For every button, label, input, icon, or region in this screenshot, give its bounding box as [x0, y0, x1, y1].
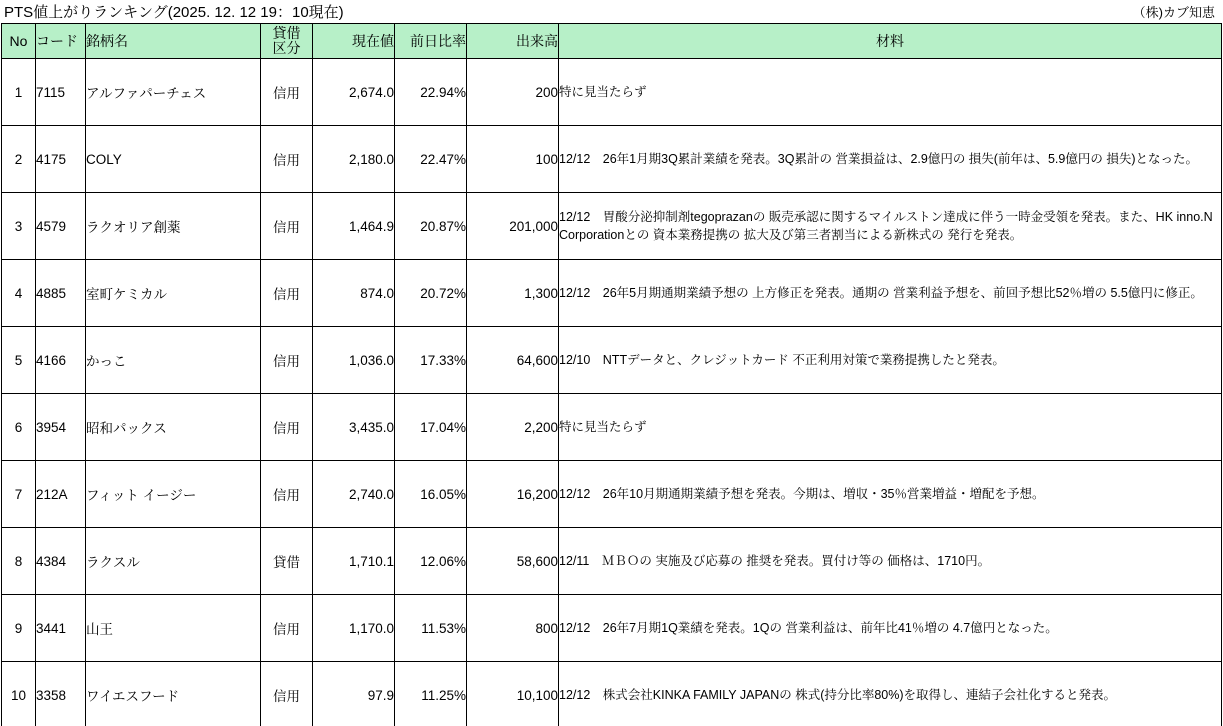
cell-news-note: [559, 59, 1222, 126]
cell-change-ratio: 17.04%: [395, 394, 467, 461]
cell-current-price: 97.9: [313, 662, 395, 726]
cell-news-note: [559, 126, 1222, 193]
cell-stock-name: かっこ: [86, 327, 261, 394]
cell-stock-code: 3441: [36, 595, 86, 662]
cell-stock-code: 4175: [36, 126, 86, 193]
cell-margin-class: 信用: [261, 193, 313, 260]
column-header-margin-class: [261, 24, 313, 59]
news-note-text: 12/12 株式会社KINKA FAMILY JAPANの 株式(持分比率80%)を取得し、連結子会社化すると発表。: [559, 687, 1117, 702]
table-row[interactable]: [2, 595, 1222, 662]
cell-stock-name: フィット イージー: [86, 461, 261, 528]
news-note-text: 特に見当たらず: [559, 419, 647, 434]
news-note-text: 特に見当たらず: [559, 84, 647, 99]
table-row[interactable]: [2, 461, 1222, 528]
cell-change-ratio: 20.72%: [395, 260, 467, 327]
news-note-text: 12/10 NTTデータと、クレジットカード 不正利用対策で業務提携したと発表。: [559, 352, 1005, 367]
cell-stock-code: 4579: [36, 193, 86, 260]
cell-stock-name: ラクオリア創薬: [86, 193, 261, 260]
column-header-no: No: [2, 24, 36, 59]
column-header-price: 現在値: [313, 24, 395, 59]
cell-stock-code: 212A: [36, 461, 86, 528]
column-header-name: 銘柄名: [86, 24, 261, 59]
cell-rank-no: 4: [2, 260, 36, 327]
cell-change-ratio: 22.94%: [395, 59, 467, 126]
table-row[interactable]: [2, 126, 1222, 193]
cell-change-ratio: 16.05%: [395, 461, 467, 528]
cell-rank-no: 3: [2, 193, 36, 260]
cell-rank-no: 6: [2, 394, 36, 461]
cell-margin-class: 信用: [261, 662, 313, 726]
news-note-text: 12/12 26年1月期3Q累計業績を発表。3Q累計の 営業損益は、2.9億円の 損失(前年は、5.9億円の 損失)となった。: [559, 151, 1198, 166]
cell-current-price: 2,180.0: [313, 126, 395, 193]
cell-margin-class: 信用: [261, 394, 313, 461]
cell-current-price: 1,464.9: [313, 193, 395, 260]
cell-stock-name: 昭和パックス: [86, 394, 261, 461]
table-row[interactable]: [2, 193, 1222, 260]
cell-rank-no: 7: [2, 461, 36, 528]
column-header-code: コード: [36, 24, 86, 59]
cell-volume: 58,600: [467, 528, 559, 595]
cell-stock-code: 3954: [36, 394, 86, 461]
cell-volume: 100: [467, 126, 559, 193]
cell-margin-class: 信用: [261, 59, 313, 126]
cell-stock-name: ワイエスフード: [86, 662, 261, 726]
cell-news-note: [559, 662, 1222, 726]
column-header-margin-line1: 貸借: [272, 25, 301, 42]
cell-stock-code: 4166: [36, 327, 86, 394]
cell-rank-no: 5: [2, 327, 36, 394]
cell-margin-class: 信用: [261, 595, 313, 662]
cell-volume: 201,000: [467, 193, 559, 260]
cell-stock-name: ラクスル: [86, 528, 261, 595]
cell-rank-no: 10: [2, 662, 36, 726]
cell-change-ratio: 20.87%: [395, 193, 467, 260]
news-note-text: 12/12 胃酸分泌抑制剤tegoprazanの 販売承認に関するマイルストン達成に伴う一時金受領を発表。また、HK inno.N Corporationとの 資本業務提携の 拡大及び第三者割当による新株式の 発行を発表。: [559, 209, 1217, 242]
cell-news-note: [559, 461, 1222, 528]
cell-current-price: 3,435.0: [313, 394, 395, 461]
cell-rank-no: 2: [2, 126, 36, 193]
cell-rank-no: 1: [2, 59, 36, 126]
column-header-note: 材料: [559, 24, 1222, 59]
cell-volume: 10,100: [467, 662, 559, 726]
news-note-text: 12/12 26年7月期1Q業績を発表。1Qの 営業利益は、前年比41％増の 4.7億円となった。: [559, 620, 1058, 635]
cell-stock-name: COLY: [86, 126, 261, 193]
cell-current-price: 1,170.0: [313, 595, 395, 662]
cell-current-price: 2,740.0: [313, 461, 395, 528]
cell-current-price: 874.0: [313, 260, 395, 327]
cell-volume: 2,200: [467, 394, 559, 461]
table-row[interactable]: [2, 59, 1222, 126]
cell-margin-class: 信用: [261, 461, 313, 528]
cell-change-ratio: 11.25%: [395, 662, 467, 726]
cell-news-note: [559, 595, 1222, 662]
page-title: PTS値上がりランキング(2025. 12. 12 19：10現在): [4, 4, 344, 21]
cell-change-ratio: 17.33%: [395, 327, 467, 394]
cell-change-ratio: 12.06%: [395, 528, 467, 595]
cell-stock-code: 4384: [36, 528, 86, 595]
cell-news-note: [559, 528, 1222, 595]
cell-rank-no: 9: [2, 595, 36, 662]
cell-stock-name: アルファパーチェス: [86, 59, 261, 126]
cell-volume: 200: [467, 59, 559, 126]
cell-stock-name: 山王: [86, 595, 261, 662]
table-row[interactable]: [2, 394, 1222, 461]
cell-margin-class: 貸借: [261, 528, 313, 595]
cell-change-ratio: 22.47%: [395, 126, 467, 193]
table-row[interactable]: [2, 327, 1222, 394]
table-row[interactable]: [2, 662, 1222, 726]
column-header-ratio: 前日比率: [395, 24, 467, 59]
cell-volume: 800: [467, 595, 559, 662]
cell-rank-no: 8: [2, 528, 36, 595]
cell-current-price: 1,036.0: [313, 327, 395, 394]
ranking-table: [1, 23, 1222, 726]
column-header-margin-line2: 区分: [272, 40, 301, 56]
cell-news-note: [559, 394, 1222, 461]
cell-stock-code: 4885: [36, 260, 86, 327]
cell-volume: 64,600: [467, 327, 559, 394]
cell-margin-class: 信用: [261, 327, 313, 394]
cell-volume: 16,200: [467, 461, 559, 528]
news-note-text: 12/11 ＭＢＯの 実施及び応募の 推奨を発表。買付け等の 価格は、1710円。: [559, 553, 991, 568]
cell-change-ratio: 11.53%: [395, 595, 467, 662]
cell-stock-code: 3358: [36, 662, 86, 726]
cell-volume: 1,300: [467, 260, 559, 327]
column-header-volume: 出来高: [467, 24, 559, 59]
cell-stock-name: 室町ケミカル: [86, 260, 261, 327]
cell-margin-class: 信用: [261, 260, 313, 327]
cell-news-note: [559, 260, 1222, 327]
page-header: [0, 0, 1223, 23]
cell-stock-code: 7115: [36, 59, 86, 126]
table-row[interactable]: [2, 260, 1222, 327]
cell-news-note: [559, 327, 1222, 394]
cell-current-price: 1,710.1: [313, 528, 395, 595]
cell-current-price: 2,674.0: [313, 59, 395, 126]
news-note-text: 12/12 26年10月期通期業績予想を発表。今期は、増収・35％営業増益・増配を予想。: [559, 486, 1045, 501]
news-note-text: 12/12 26年5月期通期業績予想の 上方修正を発表。通期の 営業利益予想を、前回予想比52％増の 5.5億円に修正。: [559, 285, 1203, 300]
publisher-label: （株)カブ知恵: [1132, 5, 1215, 20]
table-body: [2, 59, 1222, 726]
cell-margin-class: 信用: [261, 126, 313, 193]
table-row[interactable]: [2, 528, 1222, 595]
cell-news-note: [559, 193, 1222, 260]
table-header-row: [2, 24, 1222, 59]
